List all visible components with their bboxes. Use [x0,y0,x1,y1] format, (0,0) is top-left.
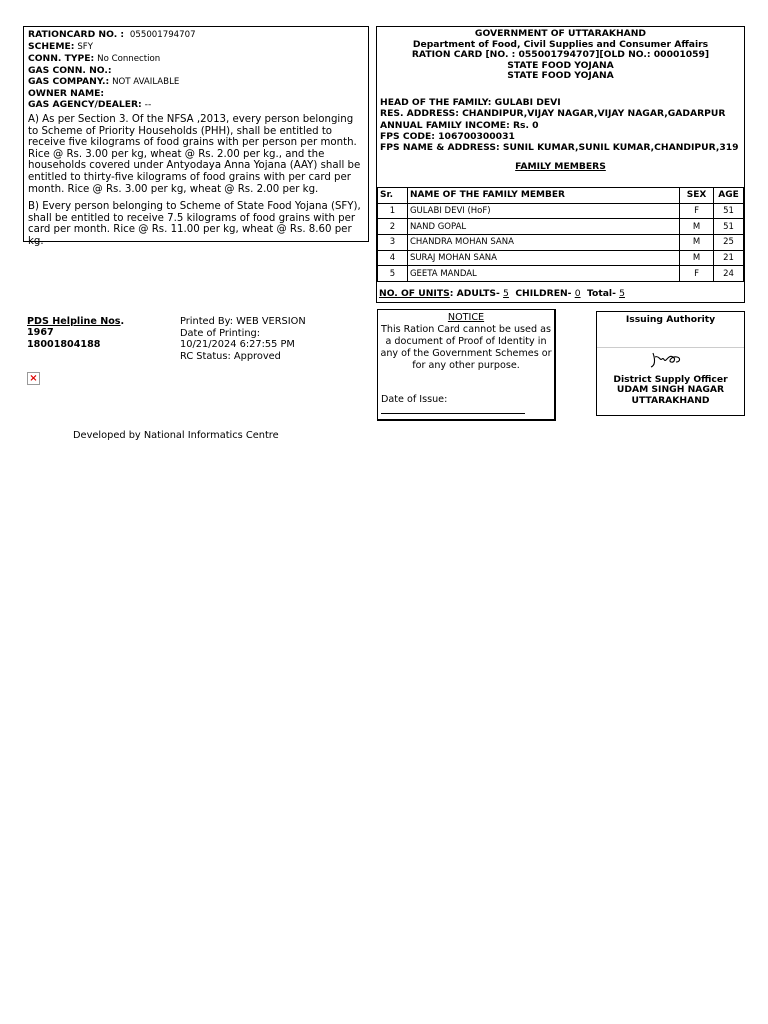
signature-image [647,349,687,371]
age-cell: 25 [713,235,743,251]
owner-name-row [28,88,364,99]
sex-cell: F [680,203,714,219]
scheme-row [28,41,364,53]
conn-type-value: No Connection [97,54,161,64]
rationcard-label: RATIONCARD NO. : [28,29,125,40]
gas-conn-label: GAS CONN. NO.: [28,65,112,76]
entitlement-para-b: B) Every person belonging to Scheme of State Food Yojana (SFY), shall be entitled to receive 7.5 kilograms of food grains with per card per month. Rice @ Rs. 11.00 per kg, wheat @ Rs. 8.60 per kg. [28,201,361,247]
header-line-2: Department of Food, Civil Supplies and Consumer Affairs [412,38,709,50]
fps-name-address: FPS NAME & ADDRESS: SUNIL KUMAR,SUNIL KUMAR,CHANDIPUR,319 [380,142,739,154]
table-header-row [378,188,744,204]
entitlement-para-a: A) As per Section 3. Of the NFSA ,2013, every person belonging to Scheme of Priority Households (PHH), shall be entitled to receive five kilograms of food grains with per person per month. Rice @ Rs. 3.00 per kg, wheat @ Rs. 2.00 per kg., and the households covered under Antyodaya Anna Yojana (AAY) shall be entitled to thirty-five kilograms of food grains with per card per month. Rice @ Rs. 3.00 per kg, wheat @ Rs. 2.00 per kg. [28,114,361,195]
authority-district: UDAM SINGH NAGAR [616,384,725,396]
children-label: CHILDREN- [515,288,572,299]
divider [597,347,744,348]
rationcard-row [28,29,364,41]
sex-cell: F [680,266,714,282]
authority-designation: District Supply Officer [613,374,728,385]
notice-box [377,309,556,421]
print-info [180,316,306,363]
sr-cell: 2 [378,219,408,235]
total-count: 5 [619,288,625,299]
gas-conn-row [28,65,364,76]
header-line-3: RATION CARD [NO. : 055001794707][OLD NO.: 00001059] [411,49,710,61]
print-date-label: Date of Printing: [180,327,261,339]
helpline-dot: . [120,316,125,327]
adults-count: 5 [503,288,509,299]
units-summary [379,288,625,299]
sr-cell: 4 [378,250,408,266]
column-header: Sr. [378,188,408,204]
age-cell: 21 [713,250,743,266]
member-name-cell: CHANDRA MOHAN SANA [407,235,679,251]
table-row [378,250,744,266]
gas-agency-row [28,99,364,110]
issuing-authority-title: Issuing Authority [625,314,716,325]
print-date-value: 10/21/2024 6:27:55 PM [180,339,295,351]
date-of-issue-line [381,413,525,414]
helpline-title: PDS Helpline Nos [27,316,121,327]
residential-address: RES. ADDRESS: CHANDIPUR,VIJAY NAGAR,VIJAY NAGAR,GADARPUR [380,108,726,120]
member-name-cell: GEETA MANDAL [407,266,679,282]
header-line-5: STATE FOOD YOJANA [507,70,614,82]
member-name-cell: SURAJ MOHAN SANA [407,250,679,266]
header-line-1: GOVERNMENT OF UTTARAKHAND [474,28,647,39]
total-label: Total- [586,288,616,299]
age-cell: 51 [713,203,743,219]
table-row [378,235,744,251]
authority-details [597,375,744,406]
gas-company-label: GAS COMPANY.: [28,76,110,87]
gas-company-value: NOT AVAILABLE [112,77,180,87]
age-cell: 24 [713,266,743,282]
sr-cell: 1 [378,203,408,219]
sr-cell: 5 [378,266,408,282]
adults-label: : ADULTS- [449,288,500,299]
family-details [380,97,739,153]
age-cell: 51 [713,219,743,235]
conn-type-row [28,53,364,65]
sex-cell: M [680,219,714,235]
family-members-title: FAMILY MEMBERS [515,161,606,172]
footer-credit: Developed by National Informatics Centre [73,430,279,441]
head-of-family: HEAD OF THE FAMILY: GULABI DEVI [380,97,561,108]
helpline-number-1: 1967 [27,327,54,339]
rationcard-value: 055001794707 [129,30,196,40]
table-row [378,203,744,219]
table-row [378,266,744,282]
pds-helpline [27,316,124,350]
government-header [377,27,744,82]
owner-name-label: OWNER NAME: [28,88,105,99]
table-row [378,219,744,235]
scheme-value: SFY [77,42,93,52]
conn-type-label: CONN. TYPE: [28,53,95,64]
gas-agency-value: -- [144,99,152,110]
units-label: NO. OF UNITS [379,288,450,299]
notice-title: NOTICE [447,312,485,323]
gas-company-row [28,76,364,88]
family-members-table [377,187,744,282]
sex-cell: M [680,235,714,251]
printed-by: Printed By: WEB VERSION [180,316,306,327]
ration-card-box [376,26,745,303]
broken-image-icon: × [27,372,40,385]
member-name-cell: NAND GOPAL [407,219,679,235]
helpline-number-2: 18001804188 [27,338,101,350]
fps-code: FPS CODE: 106700300031 [380,130,515,142]
member-name-cell: GULABI DEVI (HoF) [407,203,679,219]
scheme-label: SCHEME: [28,41,75,52]
sr-cell: 3 [378,235,408,251]
notice-text: This Ration Card cannot be used as a document of Proof of Identity in any of the Government Schemes or for any other purpose. [380,324,552,371]
sex-cell: M [680,250,714,266]
date-of-issue-label: Date of Issue: [381,394,448,405]
column-header: NAME OF THE FAMILY MEMBER [407,188,679,204]
annual-income: ANNUAL FAMILY INCOME: Rs. 0 [380,119,539,131]
ration-info-box [23,26,369,247]
column-header: SEX [680,188,714,204]
issuing-authority-box [596,311,745,416]
authority-state: UTTARAKHAND [631,394,710,406]
column-header: AGE [713,188,743,204]
header-line-4: STATE FOOD YOJANA [507,59,614,71]
children-count: 0 [574,288,581,299]
rc-status: RC Status: Approved [180,351,281,363]
gas-agency-label: GAS AGENCY/DEALER: [28,99,142,110]
